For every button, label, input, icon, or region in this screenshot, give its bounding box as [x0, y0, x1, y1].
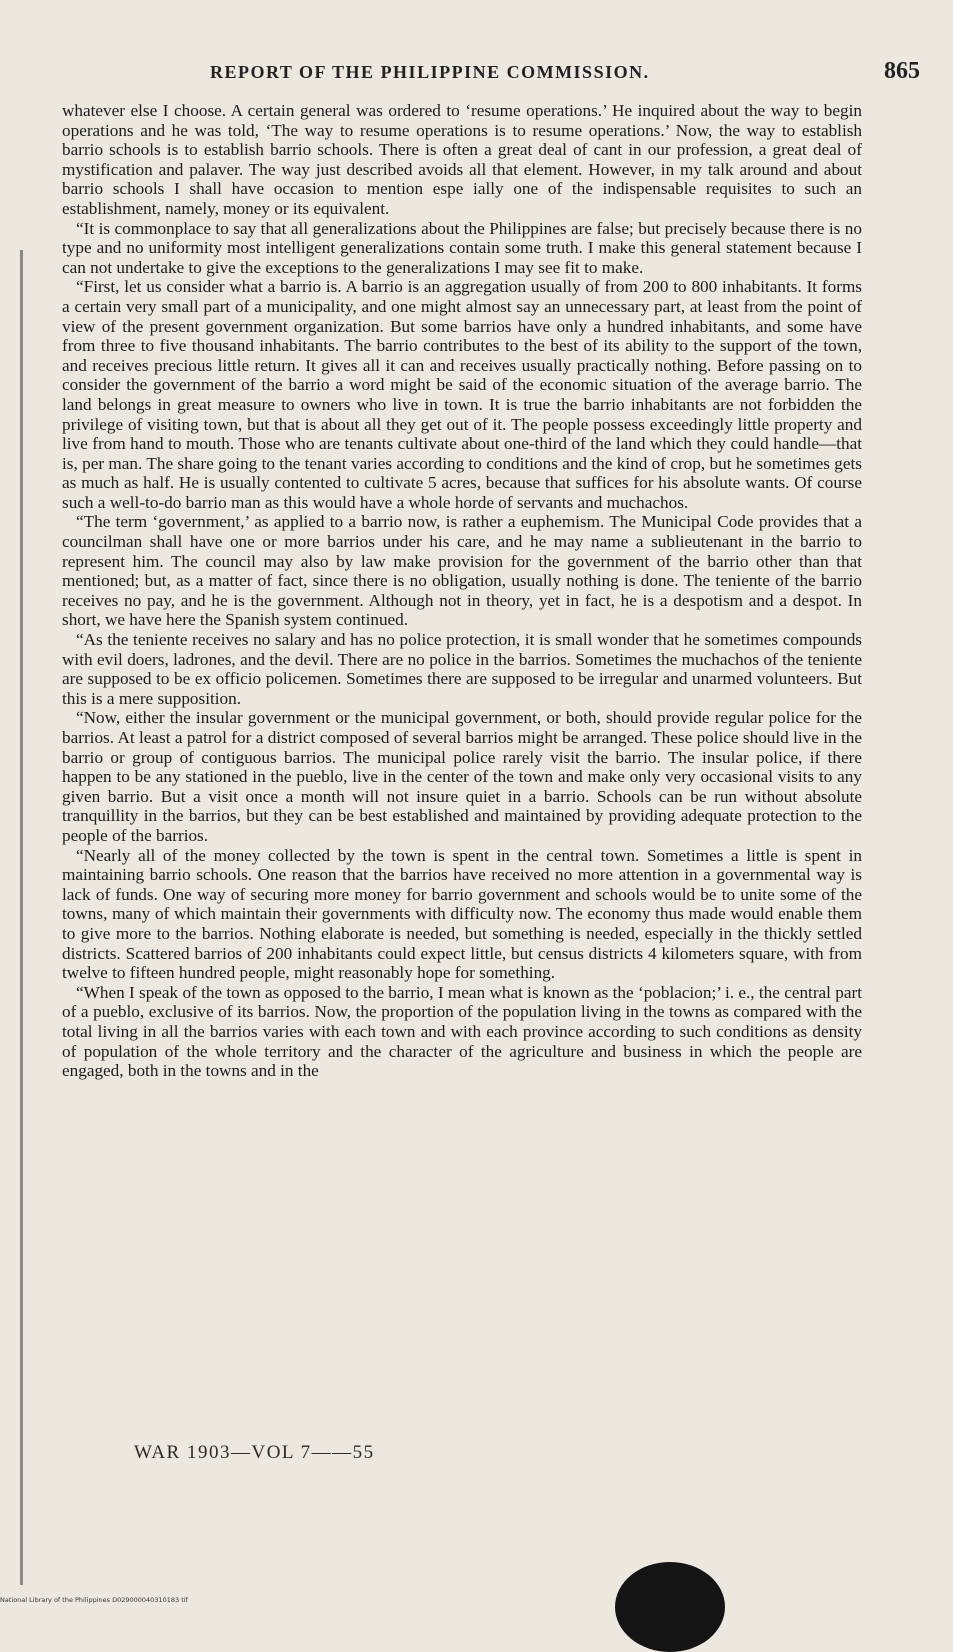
left-margin-rule: [20, 250, 23, 1585]
ink-blot: [615, 1562, 725, 1652]
page-header: [60, 58, 920, 98]
paragraph: “Now, either the insular government or the municipal government, or both, should provide regular police for the barrios. At least a patrol for a district composed of several barrios might be arranged. These police should live in the barrio or group of contiguous barrios. The municipal police rarely visit the barrio. The insular police, if there happen to be any stationed in the pueblo, live in the center of the town and make only very occasional visits to any given barrio. But a visit once a month will not insure quiet in a barrio. Schools can be run without absolute tranquillity in the barrios, but they can be best established and maintained by providing adequate protection to the people of the barrios.: [62, 708, 862, 845]
paragraph: whatever else I choose. A certain general was ordered to ‘resume operations.’ He inquired about the way to begin operations and he was told, ‘The way to resume operations is to resume operations.’ Now, the way to establish barrio schools is to establish barrio schools. There is often a great deal of cant in our profession, a great deal of mystification and palaver. The way just described avoids all that element. However, in my talk around and about barrio schools I shall have occasion to mention espe ially one of the indispensable requisites to such an establishment, namely, money or its equivalent.: [62, 101, 862, 218]
page-number: 865: [884, 58, 920, 84]
paragraph: “Nearly all of the money collected by the town is spent in the central town. Sometimes a little is spent in maintaining barrio schools. One reason that the barrios have received no more attention in a governmental way is lack of funds. One way of securing more money for barrio government and schools would be to unite some of the towns, many of which maintain their governments with difficulty now. The economy thus made would enable them to give more to the barrios. Nothing elaborate is needed, but something is needed, especially in the thickly settled districts. Scattered barrios of 200 inhabitants could expect little, but census districts 4 kilometers square, with from twelve to fifteen hundred people, might reasonably hope for something.: [62, 845, 862, 983]
paragraph: “The term ‘government,’ as applied to a barrio now, is rather a euphemism. The Municipal Code provides that a councilman shall have one or more barrios under his care, and he may name a sublieutenant in the barrio to represent him. The council may also by law make provision for the government of the barrio other than that mentioned; but, as a matter of fact, since there is no obligation, usually nothing is done. The teniente of the barrio receives no pay, and he is the government. Although not in theory, yet in fact, he is a despotism and a despot. In short, we have here the Spanish system continued.: [62, 512, 862, 630]
paragraph: “As the teniente receives no salary and has no police protection, it is small wonder that he sometimes compounds with evil doers, ladrones, and the devil. There are no police in the barrios. Sometimes the muchachos of the teniente are supposed to be ex officio policemen. Sometimes there are supposed to be irregular and unarmed volunteers. But this is a mere supposition.: [62, 630, 862, 708]
paragraph: “It is commonplace to say that all generalizations about the Philippines are false; but precisely because there is no type and no uniformity most intelligent generalizations contain some truth. I make this general statement because I can not undertake to give the exceptions to the generalizations I may see fit to make.: [62, 218, 862, 277]
paragraph: “First, let us consider what a barrio is. A barrio is an aggregation usually of from 200 to 800 inhabitants. It forms a certain very small part of a municipality, and one might almost say an unnecessary part, at least from the point of view of the present government organization. But some barrios have only a hundred inhabitants, and some have from three to five thousand inhabitants. The barrio contributes to the best of its ability to the support of the town, and receives precious little return. It gives all it can and receives usually practically nothing. Before passing on to consider the government of the barrio a word might be said of the economic situation of the average barrio. The land belongs in great measure to owners who live in town. It is true the barrio inhabitants are not forbidden the privilege of visiting town, but that is about all they get out of it. The people possess exceedingly little property and live from hand to mouth. Those who are tenants cultivate about one-third of the land which they could handle—that is, per man. The share going to the tenant varies according to conditions and the kind of crop, but he sometimes gets as much as half. He is usually contented to cultivate 5 acres, because that suffices for his absolute wants. Of course such a well-to-do barrio man as this would have a whole horde of servants and muchachos.: [62, 277, 862, 512]
signature-line: WAR 1903—VOL 7——55: [134, 1442, 375, 1463]
scan-credit: National Library of the Philippines D029000040310183 tif: [0, 1596, 188, 1604]
body-text: [62, 101, 862, 1426]
paragraph: “When I speak of the town as opposed to the barrio, I mean what is known as the ‘poblacion;’ i. e., the central part of a pueblo, exclusive of its barrios. Now, the proportion of the population living in the towns as compared with the total living in all the barrios varies with each town and with each province according to such conditions as density of population of the whole territory and the character of the agriculture and business in which the people are engaged, both in the towns and in the: [62, 982, 862, 1081]
running-title: REPORT OF THE PHILIPPINE COMMISSION.: [210, 62, 650, 82]
